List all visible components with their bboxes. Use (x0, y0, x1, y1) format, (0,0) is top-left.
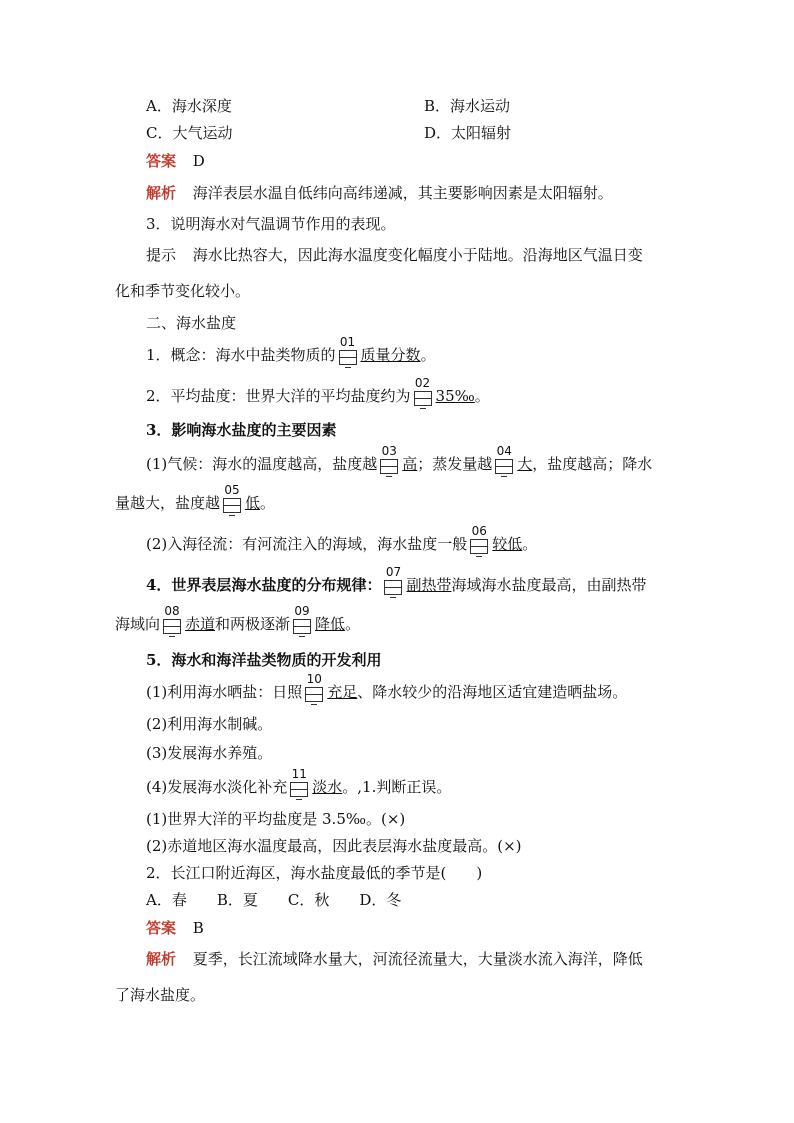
option-a: A．海水深度 (146, 97, 232, 115)
answer-fill: 较低 (492, 535, 523, 553)
blank-01 (337, 335, 359, 366)
climate-mid: ；蒸发量越 (417, 455, 493, 473)
blank-number: 06 (471, 524, 487, 538)
judge-item-2: (2)赤道地区海水温度最高，因此表层海水盐度最高。(×) (146, 837, 522, 855)
runoff-prefix: (2)入海径流：有河流注入的海域，海水盐度一般 (146, 535, 468, 553)
blank-08 (161, 604, 183, 635)
section-title: 二、海水盐度 (146, 314, 237, 332)
answer-fill: 高 (402, 455, 418, 473)
blank-02 (412, 376, 434, 407)
alkali-line: (2)利用海水制碱。 (146, 715, 273, 733)
desalination-line (146, 767, 452, 798)
blank-11 (288, 767, 310, 798)
hint-label: 提示 (146, 246, 177, 264)
analysis-line-1 (146, 183, 613, 203)
climate-line2-suffix: 。 (260, 494, 276, 512)
option-b: B．海水运动 (424, 97, 511, 115)
blank-number: 05 (224, 483, 240, 497)
answer-label: 答案 (146, 152, 177, 170)
climate-line-2 (115, 483, 276, 514)
distribution-line2-mid: 和两极逐渐 (215, 615, 291, 633)
concept-suffix: 。 (420, 346, 436, 364)
average-prefix: 2．平均盐度：世界大洋的平均盐度约为 (146, 387, 411, 405)
blank-07 (382, 565, 404, 596)
blank-06 (468, 524, 490, 555)
blank-03 (378, 444, 400, 475)
answer-fill: 充足 (327, 683, 358, 701)
hint-text-1: 海水比热容大，因此海水温度变化幅度小于陆地。沿海地区气温日变 (192, 246, 643, 264)
judge-item-1: (1)世界大洋的平均盐度是 3.5‰。(×) (146, 810, 406, 828)
analysis-line-2 (146, 949, 643, 969)
analysis-text: 夏季，长江流域降水量大，河流径流量大，大量淡水流入海洋，降低 (192, 950, 643, 968)
climate-suffix: ，盐度越高；降水 (532, 455, 653, 473)
answer-fill: 降低 (315, 615, 346, 633)
aquaculture-line: (3)发展海水养殖。 (146, 744, 273, 762)
analysis-text: 海洋表层水温自低纬向高纬递减，其主要影响因素是太阳辐射。 (192, 184, 613, 202)
hint-line-2: 化和季节变化较小。 (115, 282, 251, 300)
answer-fill: 质量分数 (360, 346, 421, 364)
analysis-label: 解析 (146, 950, 177, 968)
answer-fill: 赤道 (185, 615, 216, 633)
climate-prefix: (1)气候：海水的温度越高，盐度越 (146, 455, 378, 473)
distribution-line2-suffix: 。 (345, 615, 361, 633)
average-suffix: 。 (474, 387, 490, 405)
answer-fill: 副热带 (406, 576, 452, 594)
answer-fill: 低 (245, 494, 261, 512)
runoff-suffix: 。 (522, 535, 538, 553)
blank-number: 07 (385, 565, 402, 579)
climate-line-1 (146, 444, 653, 475)
option-c: C．大气运动 (146, 124, 233, 142)
distribution-line2-prefix: 海域向 (115, 615, 161, 633)
salt-drying-prefix: (1)利用海水晒盐：日照 (146, 683, 303, 701)
distribution-line-2 (115, 604, 361, 635)
desalination-suffix: 。,1.判断正误。 (342, 778, 452, 796)
blank-number: 11 (291, 767, 307, 781)
average-salinity-line (146, 376, 490, 407)
desalination-prefix: (4)发展海水淡化补充 (146, 778, 288, 796)
blank-number: 04 (496, 444, 512, 458)
last-options: A．春 B．夏 C．秋 D．冬 (146, 891, 402, 909)
answer-value: D (192, 152, 205, 170)
utilization-title: 5．海水和海洋盐类物质的开发利用 (146, 651, 382, 669)
runoff-line (146, 524, 538, 555)
blank-number: 02 (414, 376, 431, 390)
climate-line2-prefix: 量越大，盐度越 (115, 494, 221, 512)
concept-prefix: 1．概念：海水中盐类物质的 (146, 346, 336, 364)
salt-drying-suffix: 、降水较少的沿海地区适宜建造晒盐场。 (357, 683, 628, 701)
blank-number: 09 (294, 604, 310, 618)
blank-number: 10 (306, 672, 322, 686)
answer-fill: 35‰ (435, 387, 475, 405)
answer-line-1 (146, 151, 205, 171)
factors-title: 3．影响海水盐度的主要因素 (146, 421, 337, 439)
answer-fill: 大 (517, 455, 533, 473)
answer-label: 答案 (146, 919, 177, 937)
blank-number: 03 (381, 444, 397, 458)
option-d: D．太阳辐射 (424, 124, 512, 142)
blank-number: 01 (339, 335, 356, 349)
distribution-mid: 海域海水盐度最高，由副热带 (451, 576, 647, 594)
answer-line-2 (146, 918, 204, 938)
distribution-line-1 (146, 565, 647, 596)
blank-04 (493, 444, 515, 475)
question-3: 3．说明海水对气温调节作用的表现。 (146, 215, 396, 233)
answer-value: B (192, 919, 204, 937)
last-question: 2．长江口附近海区，海水盐度最低的季节是( ) (146, 864, 483, 882)
answer-fill: 淡水 (312, 778, 343, 796)
hint-line-1 (146, 245, 643, 265)
blank-10 (303, 672, 325, 703)
analysis-line-3: 了海水盐度。 (115, 986, 206, 1004)
blank-05 (221, 483, 243, 514)
blank-09 (291, 604, 313, 635)
concept-line (146, 335, 436, 366)
distribution-prefix: 4．世界表层海水盐度的分布规律： (146, 576, 382, 594)
analysis-label: 解析 (146, 184, 177, 202)
blank-number: 08 (164, 604, 180, 618)
salt-drying-line (146, 672, 628, 703)
